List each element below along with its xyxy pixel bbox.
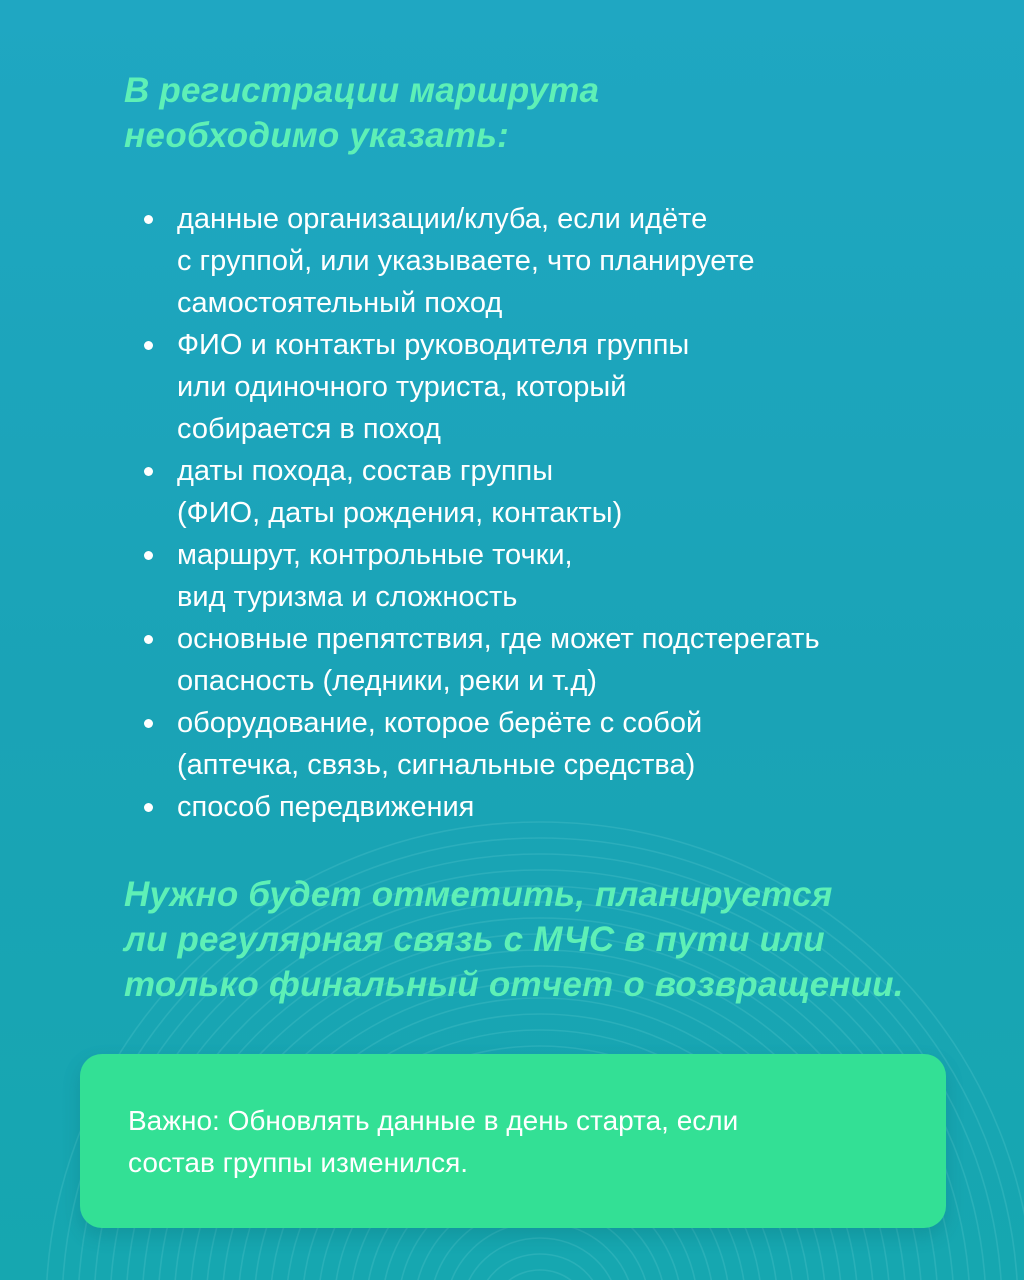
requirement-dates-and-group <box>142 450 982 534</box>
registration-requirements-heading <box>124 68 984 158</box>
notice-line: Важно: Обновлять данные в день старта, если <box>128 1105 739 1136</box>
requirement-line: самостоятельный поход <box>177 287 503 319</box>
requirement-line: или одиночного туриста, который <box>177 371 627 403</box>
requirement-equipment <box>142 702 982 786</box>
requirement-leader-contacts <box>142 324 982 450</box>
requirement-route-checkpoints <box>142 534 982 618</box>
requirement-travel-method <box>142 786 982 828</box>
bullet-icon <box>144 803 153 812</box>
requirement-line: опасность (ледники, реки и т.д) <box>177 665 597 697</box>
bullet-icon <box>144 341 153 350</box>
heading-line: необходимо указать: <box>124 116 509 155</box>
notice-line: состав группы изменился. <box>128 1147 469 1178</box>
requirement-hazards <box>142 618 982 702</box>
requirement-organization <box>142 198 982 324</box>
requirement-line: оборудование, которое берёте с собой <box>177 707 703 739</box>
requirement-line: маршрут, контрольные точки, <box>177 539 573 571</box>
requirement-line: (аптечка, связь, сигнальные средства) <box>177 749 696 781</box>
requirement-line: вид туризма и сложность <box>177 581 518 613</box>
requirement-line: способ передвижения <box>177 791 475 823</box>
heading-line: только финальный отчет о возвращении. <box>124 965 904 1004</box>
communication-plan-heading <box>124 872 1004 1007</box>
bullet-icon <box>144 215 153 224</box>
requirement-line: даты похода, состав группы <box>177 455 554 487</box>
heading-line: В регистрации маршрута <box>124 71 600 110</box>
requirement-line: с группой, или указываете, что планируете <box>177 245 755 277</box>
important-notice-text <box>128 1100 898 1184</box>
requirement-line: ФИО и контакты руководителя группы <box>177 329 690 361</box>
requirement-line: данные организации/клуба, если идёте <box>177 203 708 235</box>
requirement-line: собирается в поход <box>177 413 441 445</box>
bullet-icon <box>144 551 153 560</box>
heading-line: Нужно будет отметить, планируется <box>124 875 833 914</box>
bullet-icon <box>144 467 153 476</box>
heading-line: ли регулярная связь с МЧС в пути или <box>124 920 825 959</box>
bullet-icon <box>144 635 153 644</box>
requirement-line: (ФИО, даты рождения, контакты) <box>177 497 623 529</box>
important-notice-box <box>80 1054 946 1228</box>
requirement-line: основные препятствия, где может подстерегать <box>177 623 820 655</box>
bullet-icon <box>144 719 153 728</box>
registration-requirements-list <box>142 198 982 828</box>
